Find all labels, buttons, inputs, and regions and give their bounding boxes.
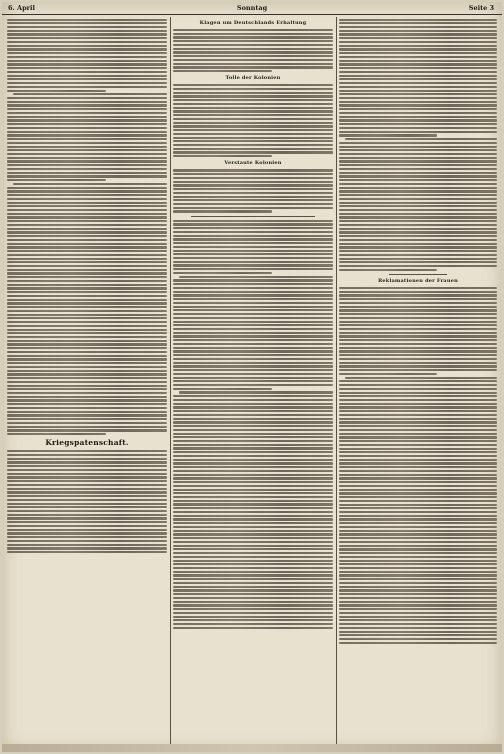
article-body-illegible [173,29,333,72]
article-separator [191,216,315,217]
column-middle [173,17,333,745]
page-bottom-edge [2,744,502,752]
section-heading: Tolle der Kolonien [225,75,281,82]
column-left [7,17,167,745]
header-date: 6. April [8,4,35,12]
column-rule [336,17,337,747]
article-body-illegible [173,84,333,157]
header-page-number: Seite 3 [468,4,494,12]
newspaper-page [2,2,502,752]
article-separator [389,274,447,275]
article-body-illegible [173,220,333,629]
article-body-illegible [339,19,497,271]
article-body-illegible [7,19,167,436]
column-right [339,17,497,745]
section-heading: Verstaute Kolonien [224,160,282,167]
article-body-illegible [7,450,167,553]
section-heading: Kriegspatenschaft. [45,438,129,448]
article-body-illegible [173,169,333,212]
article-body-illegible [339,287,497,644]
page-header [2,2,502,15]
header-day: Sonntag [236,4,268,12]
section-heading: Klagen um Deutschlands Erhaltung [199,20,307,26]
section-heading: Reklamationen der Frauen [378,277,458,284]
column-rule [170,17,171,747]
